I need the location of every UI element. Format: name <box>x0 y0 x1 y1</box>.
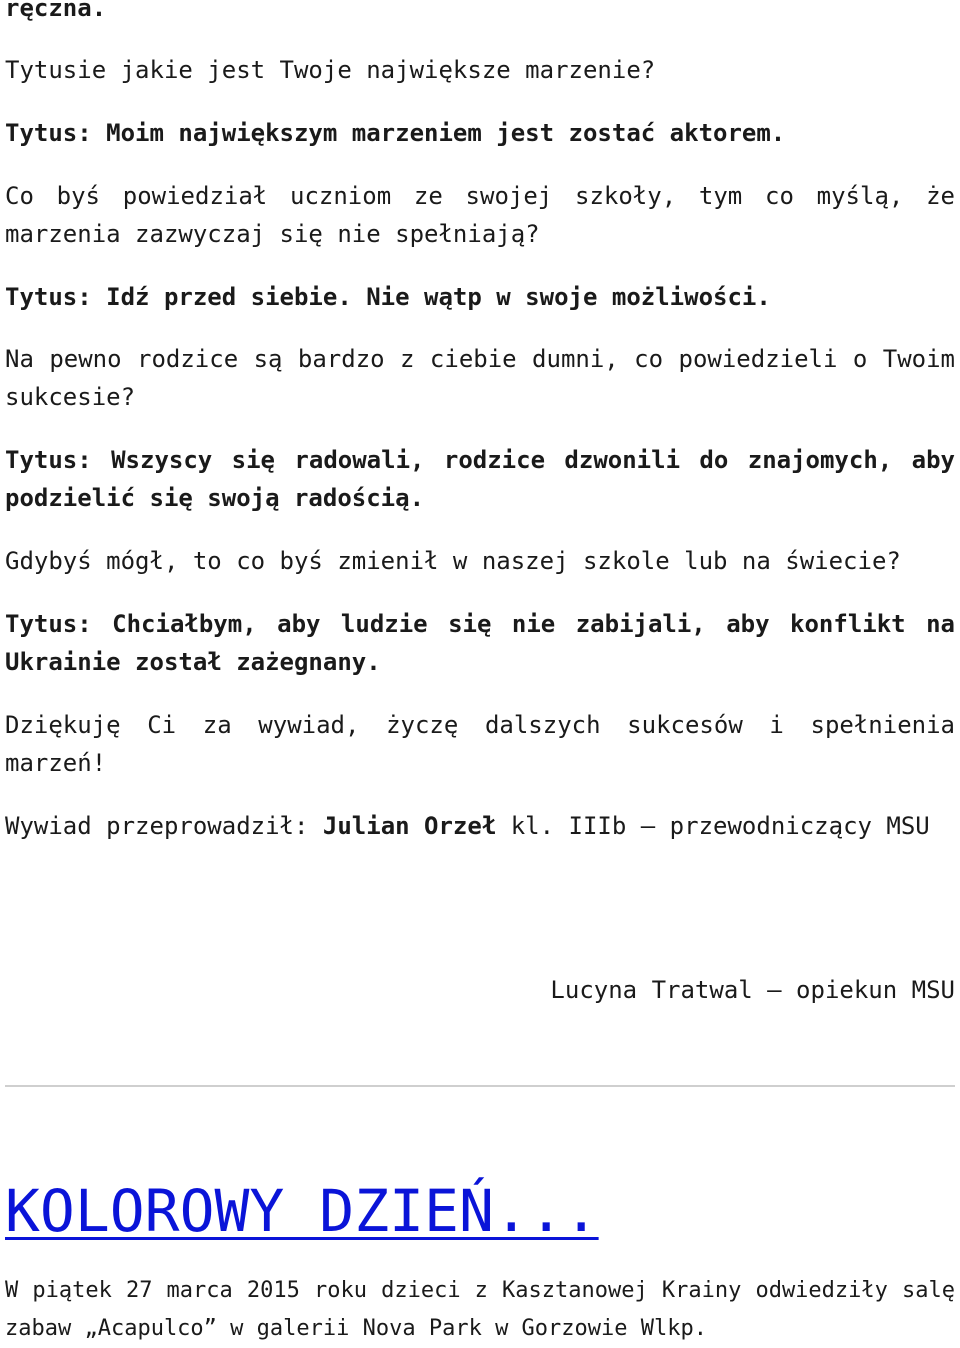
article-title-link[interactable]: KOLOROWY DZIEŃ... <box>5 1177 599 1245</box>
question-4: Gdybyś mógł, to co byś zmienił w naszej szkole lub na świecie? <box>5 547 901 575</box>
article-excerpt: W piątek 27 marca 2015 roku dzieci z Kasztanowej Krainy odwiedziły salę zabaw „Acapulco” w galerii Nova Park w Gorzowie Wlkp. <box>5 1278 955 1341</box>
question-3: Na pewno rodzice są bardzo z ciebie dumni, co powiedzieli o Twoim sukcesie? <box>5 345 955 411</box>
credit-prefix: Wywiad przeprowadził: <box>5 812 323 840</box>
question-2: Co byś powiedział uczniom ze swojej szkoły, tym co myślą, że marzenia zazwyczaj się nie spełniają? <box>5 182 955 248</box>
text-fragment-top: ręczna. <box>5 0 107 22</box>
interview-credit <box>5 807 955 845</box>
answer-1: Tytus: Moim największym marzeniem jest zostać aktorem. <box>5 119 786 147</box>
credit-suffix: kl. IIIb – przewodniczący MSU <box>496 812 930 840</box>
thank-you-note: Dziękuję Ci za wywiad, życzę dalszych sukcesów i spełnienia marzeń! <box>5 711 955 777</box>
credit-author-name: Julian Orzeł <box>322 812 497 840</box>
answer-4: Tytus: Chciałbym, aby ludzie się nie zabijali, aby konflikt na Ukrainie został zażegnany. <box>5 610 955 676</box>
question-1: Tytusie jakie jest Twoje największe marzenie? <box>5 56 656 84</box>
signature: Lucyna Tratwal – opiekun MSU <box>550 976 955 1004</box>
divider <box>5 1085 955 1087</box>
answer-3: Tytus: Wszyscy się radowali, rodzice dzwonili do znajomych, aby podzielić się swoją radością. <box>5 446 955 512</box>
answer-2: Tytus: Idź przed siebie. Nie wątp w swoje możliwości. <box>5 283 771 311</box>
